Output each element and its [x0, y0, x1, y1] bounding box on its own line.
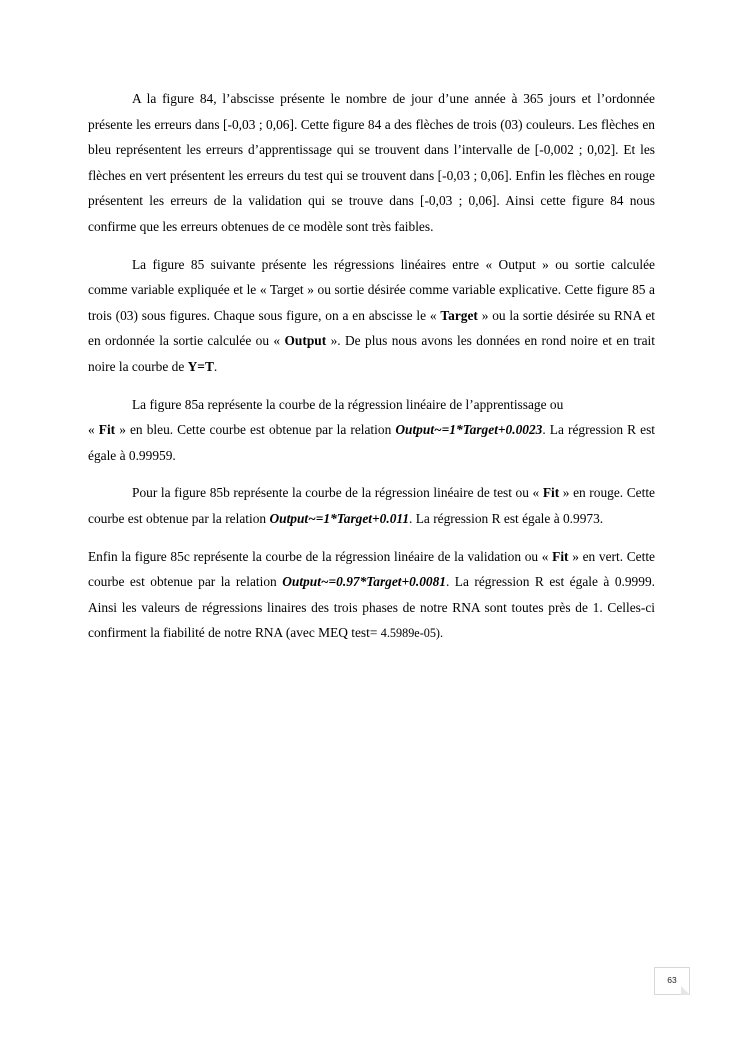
bold-term-fit: Fit: [542, 485, 560, 501]
paragraph-figure-84: A la figure 84, l’abscisse présente le nombre de jour d’une année à 365 jours et l’ordonnée présente les erreurs dans [-0,03 ; 0,06]. Cette figure 84 a des flèches de trois (03) couleurs. Les flèches en bleu représentent les erreurs d’apprentissage qui se trouvent dans l’intervalle de [-0,002 ; 0,02]. Et les flèches en vert présentent les erreurs du test qui se trouvent dans [-0,03 ; 0,06]. Enfin les flèches en rouge présentent les erreurs de la validation qui se trouve dans [-0,03 ; 0,06]. Ainsi cette figure 84 nous confirme que les erreurs obtenues de ce modèle sont très faibles.: [88, 91, 655, 234]
page-number-label: 63: [667, 975, 677, 985]
document-body: [88, 86, 655, 647]
text-block: [88, 417, 655, 468]
text-run: . La régression R est égale à 0.9973.: [409, 510, 604, 526]
paragraph-figure-85c: [88, 544, 655, 647]
page-fold-decoration: [681, 986, 690, 995]
text-run: ». De plus nous avons les données en rond noire et en trait noire la courbe de: [88, 333, 655, 374]
text-run: Pour la figure 85b représente la courbe de la régression linéaire de test ou «: [132, 485, 543, 501]
text-run: La figure 85 suivante présente les régressions linéaires entre « Output » ou sortie calculée comme variable expliquée et le « Target » ou sortie désirée comme variable explicative. Cette figure 85 a trois (03) sous figures. Chaque sous figure, on a en abscisse le «: [88, 256, 655, 323]
equation-85b: Output~=1*Target+0.011: [269, 510, 410, 526]
page-number: [654, 967, 690, 995]
bold-term-y-equals-t: Y=T: [187, 358, 214, 374]
bold-term-fit: Fit: [98, 422, 116, 438]
text-run: Enfin la figure 85c représente la courbe de la régression linéaire de la validation ou «: [88, 548, 553, 564]
text-run: » ou la sortie désirée su RNA et en ordonnée la sortie calculée ou «: [88, 307, 655, 349]
bold-term-fit: Fit: [552, 548, 569, 564]
mse-value: 4.5989e-05).: [380, 626, 444, 641]
paragraph-figure-85b: [88, 480, 655, 531]
bold-term-target: Target: [440, 307, 478, 323]
equation-85a: Output~=1*Target+0.0023: [395, 422, 543, 438]
text-run: .: [213, 358, 218, 374]
paragraph-figure-85a: [88, 392, 655, 469]
text-run: » en vert. Cette courbe est obtenue par la relation: [88, 548, 655, 590]
text-run: » en rouge. Cette courbe est obtenue par la relation: [88, 485, 655, 526]
text-run: . La régression R est égale à 0.9999. Ainsi les valeurs de régressions linaires des trois phases de notre RNA sont toutes près de 1. Celles-ci confirment la fiabilité de notre RNA (avec MEQ test=: [88, 574, 655, 641]
text-run: «: [88, 422, 99, 438]
text-line: La figure 85a représente la courbe de la régression linéaire de l’apprentissage ou: [132, 396, 564, 412]
paragraph-figure-85: [88, 252, 655, 380]
text-run: » en bleu. Cette courbe est obtenue par la relation: [115, 422, 396, 438]
text-run: . La régression R est égale à 0.99959.: [88, 422, 655, 463]
equation-85c: Output~=0.97*Target+0.0081: [282, 574, 446, 590]
bold-term-output: Output: [284, 333, 327, 349]
